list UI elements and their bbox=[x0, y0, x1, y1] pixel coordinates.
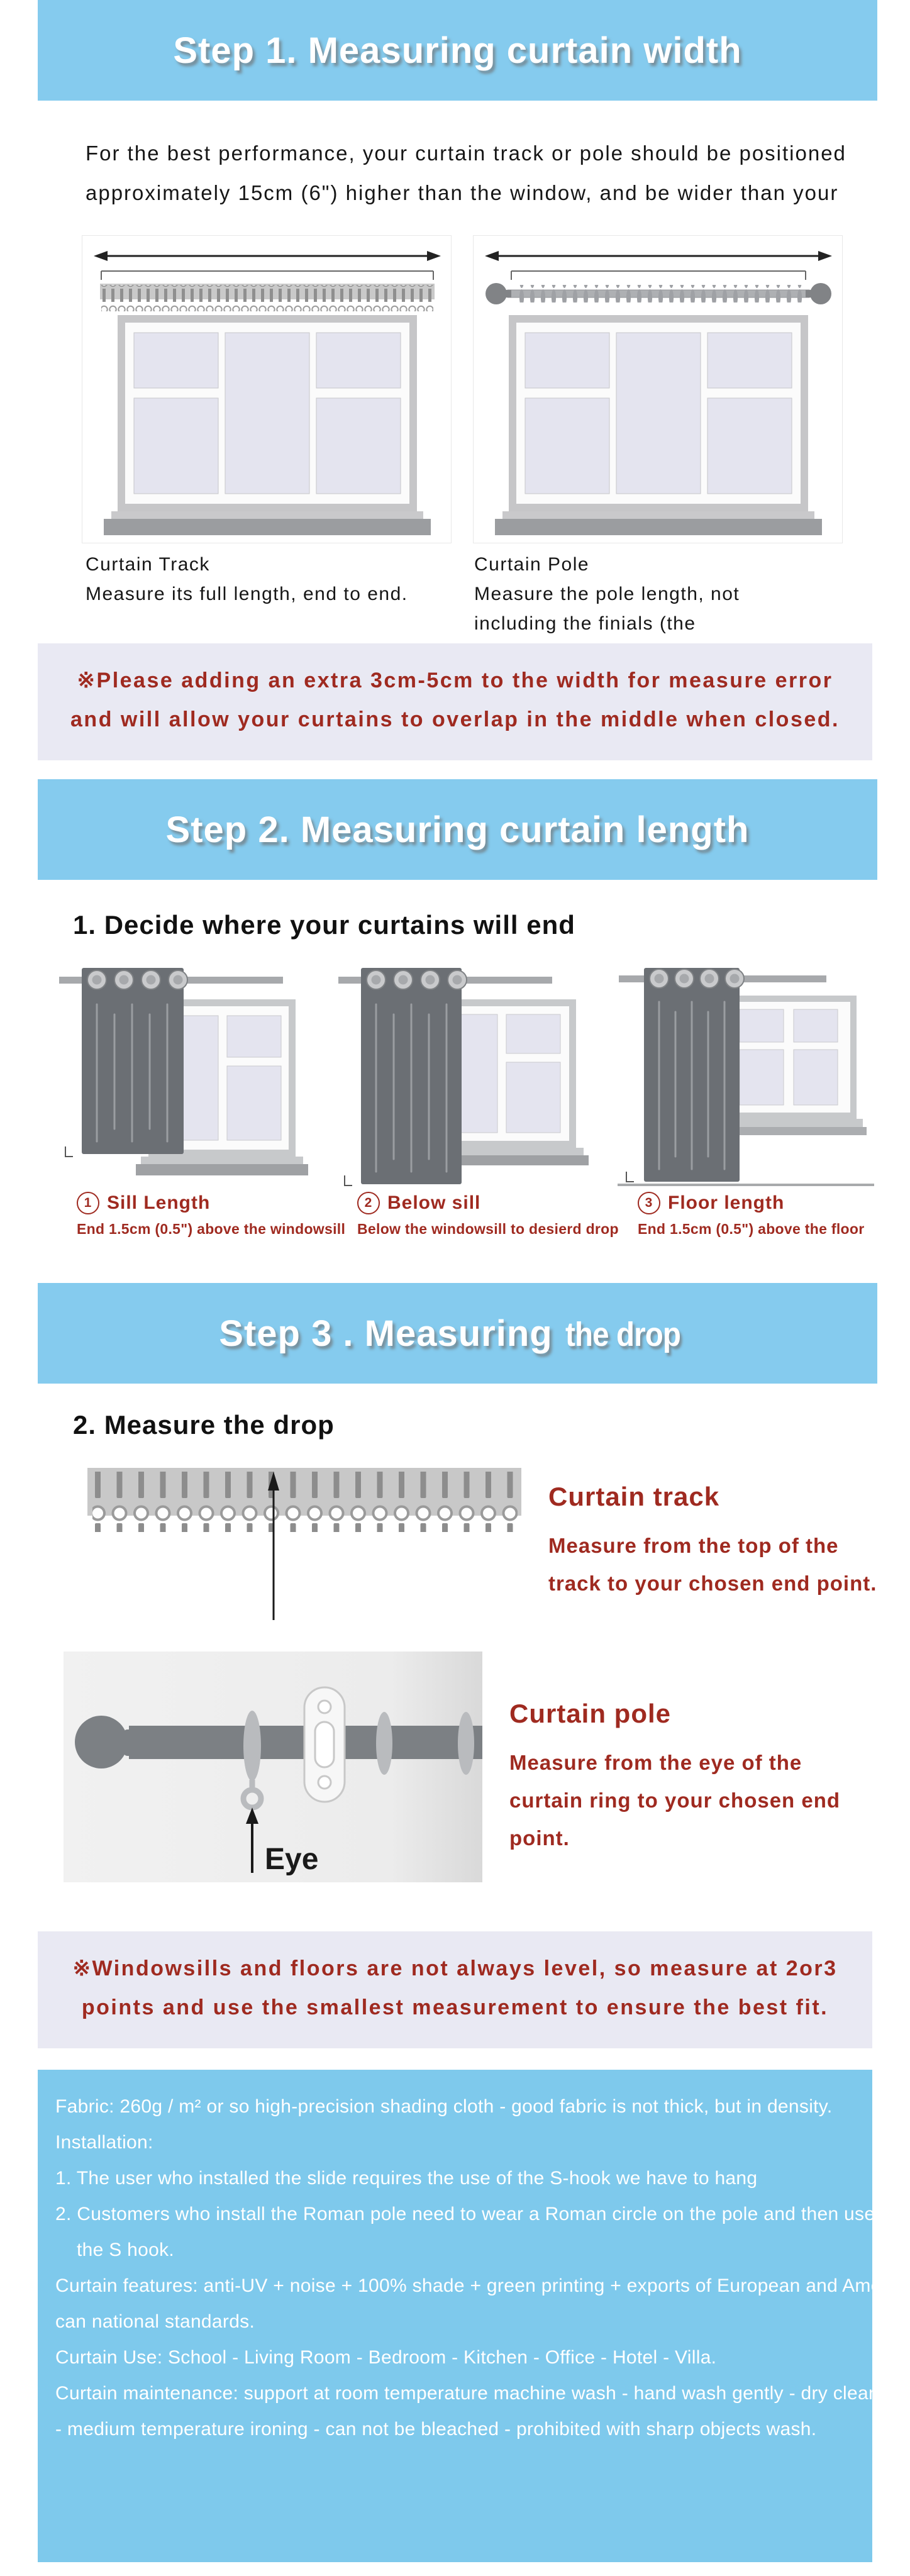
step1-diagrams bbox=[82, 235, 910, 543]
length-option-sill bbox=[53, 964, 346, 1238]
details-install-2: 2. Customers who install the Roman pole need to wear a Roman circle on the pole and then use bbox=[55, 2204, 875, 2224]
step1-banner-title: Step 1. Measuring curtain width bbox=[173, 30, 742, 71]
below-sill-illustration bbox=[333, 964, 597, 1188]
width-arrow-icon bbox=[94, 251, 441, 261]
track-hooks bbox=[101, 285, 433, 311]
step3-banner-title: Step 3 . Measuring the drop bbox=[219, 1313, 680, 1354]
floor-length-illustration bbox=[614, 964, 878, 1188]
track-hooks bbox=[92, 1472, 518, 1532]
eye-label: Eye bbox=[265, 1843, 319, 1876]
curtain-track-window-illustration bbox=[82, 236, 451, 543]
circled-number-icon: 3 bbox=[638, 1192, 660, 1214]
step2-banner-title: Step 2. Measuring curtain length bbox=[165, 809, 750, 850]
curtain-panel bbox=[361, 968, 467, 1184]
width-note-line1: ※Please adding an extra 3cm-5cm to the width for measure error bbox=[77, 669, 833, 692]
window bbox=[509, 315, 808, 511]
windowsill bbox=[104, 519, 431, 535]
curtain-track-caption-line: Measure its full length, end to end. bbox=[86, 584, 408, 604]
floor-length-title: 3 Floor length bbox=[638, 1192, 878, 1214]
curtain-pole-caption-line1: Measure the pole length, not bbox=[474, 584, 740, 604]
below-sill-desc: Below the windowsill to desierd drop bbox=[357, 1221, 619, 1237]
step1-intro bbox=[86, 133, 910, 213]
pole-drop-section bbox=[64, 1652, 910, 1882]
windowsill bbox=[495, 519, 822, 535]
window bbox=[118, 315, 417, 511]
width-note-line2: and will allow your curtains to overlap in the middle when closed. bbox=[70, 708, 840, 731]
sill-length-desc: End 1.5cm (0.5") above the windowsill bbox=[77, 1221, 346, 1237]
circled-number-icon: 2 bbox=[357, 1192, 380, 1214]
details-fabric: Fabric: 260g / m² or so high-precision shading cloth - good fabric is not thick, but in density. bbox=[55, 2096, 833, 2117]
step1-banner bbox=[38, 0, 877, 101]
intro-line-1: For the best performance, your curtain track or pole should be positioned bbox=[86, 142, 846, 165]
curtain-track-drop-illustration bbox=[87, 1463, 521, 1626]
step2-heading: 1. Decide where your curtains will end bbox=[73, 910, 575, 940]
curtain-track-caption bbox=[86, 550, 474, 638]
sill-length-caption bbox=[77, 1192, 346, 1238]
product-details bbox=[38, 2070, 905, 2562]
windowsill-top bbox=[502, 511, 814, 519]
curtain-panel bbox=[644, 968, 744, 1182]
curtain-pole-drop-illustration bbox=[64, 1652, 482, 1882]
curtain-pole-bar bbox=[486, 283, 831, 304]
details-installation: Installation: bbox=[55, 2132, 153, 2153]
details-features: Curtain features: anti-UV + noise + 100% shade + green printing + exports of European and Ameri- bbox=[55, 2275, 899, 2296]
step1-captions bbox=[86, 550, 910, 638]
track-drop-section bbox=[87, 1463, 910, 1626]
curtain-pole-caption bbox=[474, 550, 863, 638]
level-note bbox=[38, 1931, 872, 2048]
details-maintenance: Curtain maintenance: support at room temperature machine wash - hand wash gently - dry cleaning bbox=[55, 2383, 905, 2404]
step3-heading: 2. Measure the drop bbox=[73, 1410, 335, 1440]
floor-length-caption bbox=[638, 1192, 878, 1238]
level-note-line2: points and use the smallest measurement to ensure the best fit. bbox=[81, 1996, 829, 2019]
sill-length-title: 1 Sill Length bbox=[77, 1192, 317, 1214]
details-maintenance-2: - medium temperature ironing - can not be bleached - prohibited with sharp objects wash. bbox=[55, 2419, 817, 2440]
curtain-pole-caption-line2: including the finials (the bbox=[474, 613, 696, 634]
window bbox=[726, 996, 857, 1119]
width-note bbox=[38, 643, 872, 760]
length-options bbox=[53, 964, 910, 1238]
curtain-ring bbox=[458, 1712, 474, 1775]
curtain-track-window-diagram bbox=[82, 235, 452, 543]
curtain-panel bbox=[82, 968, 187, 1154]
curtain-track-caption-title: Curtain Track bbox=[86, 554, 210, 575]
length-option-floor bbox=[614, 964, 878, 1238]
curtain-track-title: Curtain track bbox=[548, 1482, 720, 1511]
measure-tick bbox=[345, 1175, 352, 1185]
floor-line bbox=[618, 1184, 874, 1186]
curtain-pole-title: Curtain pole bbox=[509, 1699, 672, 1728]
measure-bracket bbox=[511, 271, 806, 280]
details-features-2: can national standards. bbox=[55, 2311, 255, 2332]
level-note-line1: ※Windowsills and floors are not always level, so measure at 2or3 bbox=[72, 1957, 838, 1980]
pole-bracket bbox=[304, 1687, 345, 1802]
curtain-pole-window-illustration bbox=[474, 236, 842, 543]
length-option-below-sill bbox=[333, 964, 619, 1238]
measure-tick bbox=[65, 1146, 73, 1157]
windowsill-top bbox=[111, 511, 423, 519]
step2-banner bbox=[38, 779, 877, 880]
measure-bracket bbox=[101, 271, 433, 280]
width-arrow-icon bbox=[485, 251, 832, 261]
curtain-track-text: Curtain track Measure from the top of the track to your chosen end point. bbox=[548, 1482, 877, 1595]
curtain-pole-text: Curtain pole Measure from the eye of the curtain ring to your chosen end point. bbox=[509, 1699, 841, 1850]
details-install-2b: the S hook. bbox=[77, 2240, 175, 2260]
details-use: Curtain Use: School - Living Room - Bedroom - Kitchen - Office - Hotel - Villa. bbox=[55, 2347, 717, 2368]
details-install-1: 1. The user who installed the slide requires the use of the S-hook we have to hang bbox=[55, 2168, 758, 2189]
curtain-pole-window-diagram bbox=[473, 235, 843, 543]
below-sill-title: 2 Below sill bbox=[357, 1192, 597, 1214]
curtain-pole-caption-title: Curtain Pole bbox=[474, 554, 590, 575]
floor-length-desc: End 1.5cm (0.5") above the floor bbox=[638, 1221, 865, 1237]
circled-number-icon: 1 bbox=[77, 1192, 99, 1214]
step3-banner bbox=[38, 1283, 877, 1384]
sill-length-illustration bbox=[53, 964, 317, 1188]
curtain-ring bbox=[376, 1712, 392, 1775]
measure-tick bbox=[626, 1172, 634, 1182]
below-sill-caption bbox=[357, 1192, 619, 1238]
intro-line-2: approximately 15cm (6") higher than the window, and be wider than your bbox=[86, 181, 839, 204]
